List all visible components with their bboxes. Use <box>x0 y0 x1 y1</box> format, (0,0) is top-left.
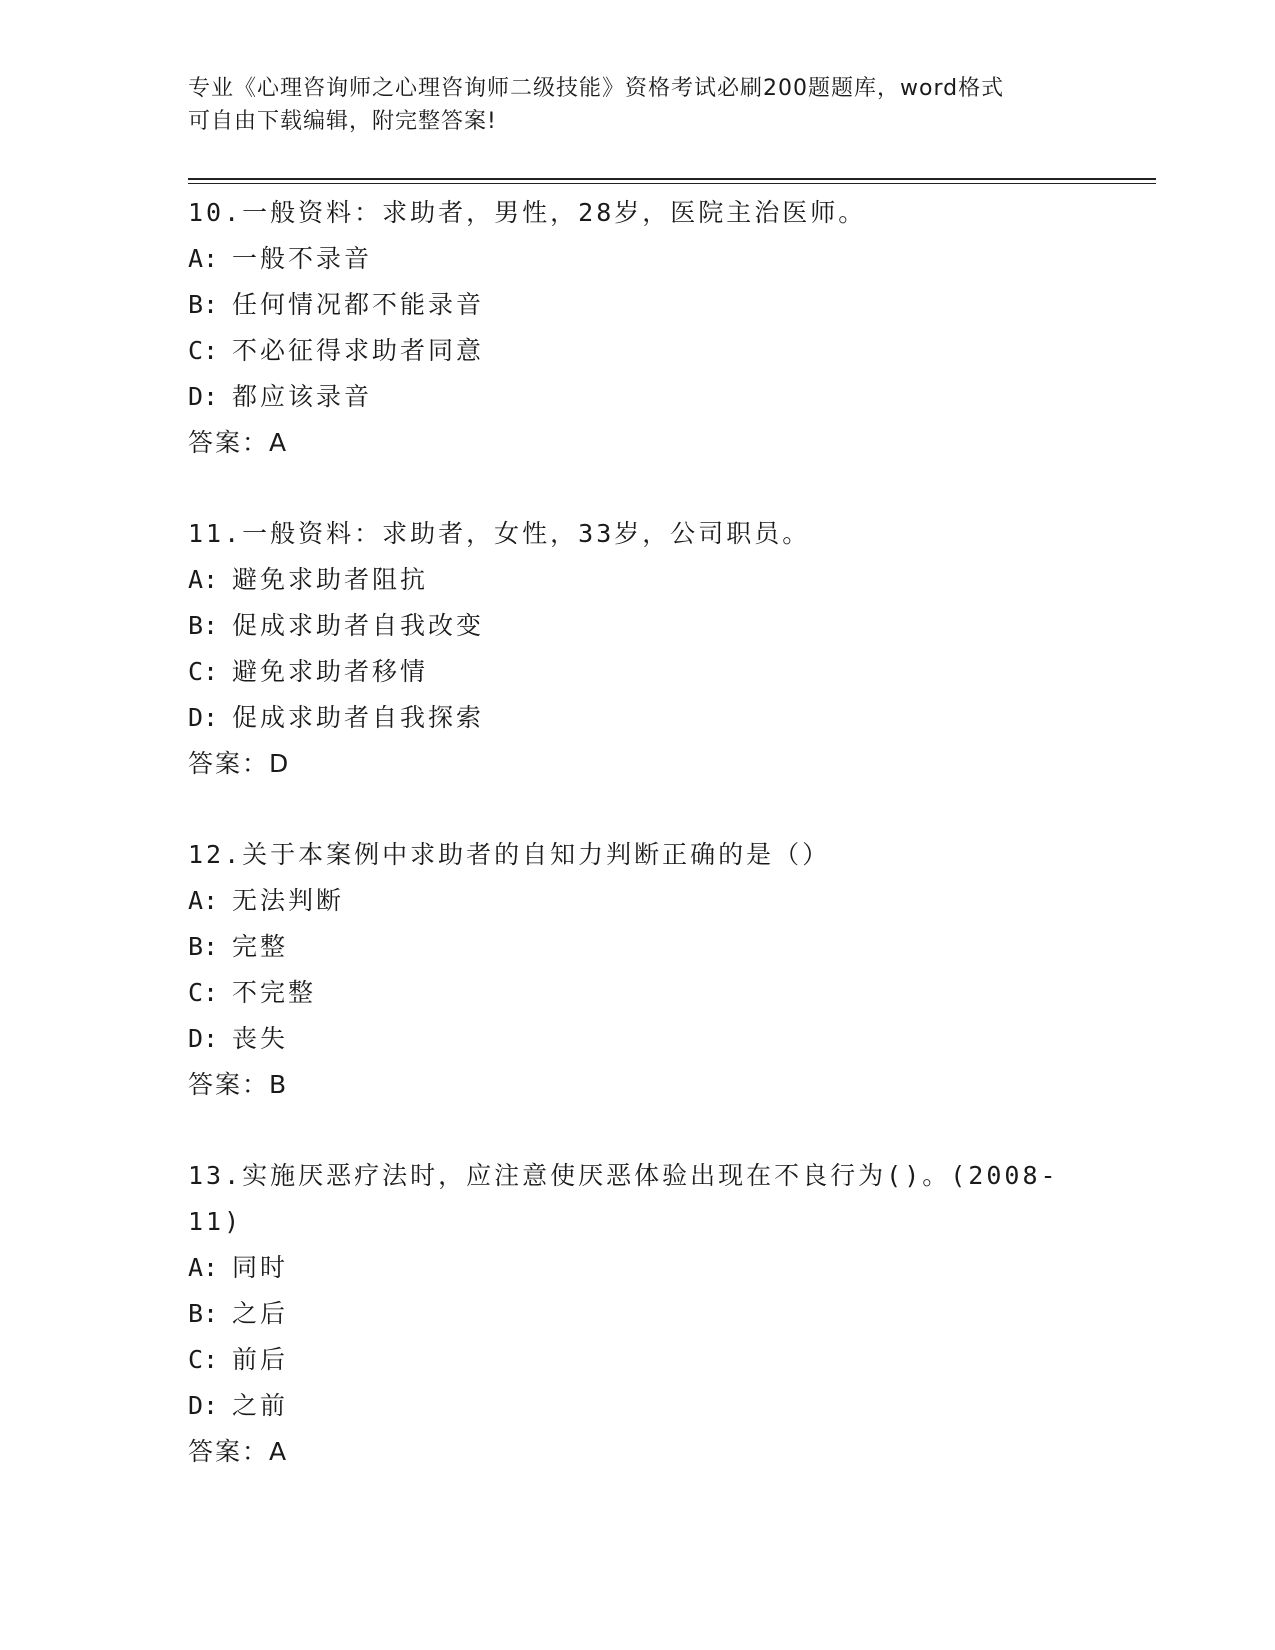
header-divider-thick <box>188 178 1156 180</box>
option-b <box>188 1291 1088 1337</box>
question-stem-line-1: 13.实施厌恶疗法时，应注意使厌恶体验出现在不良行为()。(2008- <box>188 1161 1059 1190</box>
option-key: C: <box>188 1345 219 1374</box>
option-text: 促成求助者自我探索 <box>232 703 485 732</box>
question-13 <box>188 1153 1088 1475</box>
option-key: A: <box>188 565 219 594</box>
option-text: 都应该录音 <box>232 382 373 411</box>
option-key: A: <box>188 886 219 915</box>
question-12 <box>188 832 1088 1108</box>
option-key: D: <box>188 703 219 732</box>
question-list <box>188 190 1088 1520</box>
option-key: B: <box>188 1299 219 1328</box>
option-d <box>188 374 1088 420</box>
option-d <box>188 1383 1088 1429</box>
option-text: 避免求助者移情 <box>232 657 429 686</box>
option-key: B: <box>188 932 219 961</box>
option-text: 任何情况都不能录音 <box>232 290 485 319</box>
option-a <box>188 1245 1088 1291</box>
option-text: 不完整 <box>232 978 317 1007</box>
option-text: 前后 <box>232 1345 289 1374</box>
option-text: 完整 <box>232 932 289 961</box>
header-divider-thin <box>188 183 1156 184</box>
option-text: 促成求助者自我改变 <box>232 611 485 640</box>
option-d <box>188 1016 1088 1062</box>
option-a <box>188 878 1088 924</box>
option-key: B: <box>188 290 219 319</box>
option-key: C: <box>188 978 219 1007</box>
option-d <box>188 695 1088 741</box>
header-line-1: 专业《心理咨询师之心理咨询师二级技能》资格考试必刷200题题库，word格式 <box>188 76 1005 101</box>
option-key: C: <box>188 336 219 365</box>
option-key: C: <box>188 657 219 686</box>
answer-line: 答案：A <box>188 1437 289 1466</box>
option-text: 不必征得求助者同意 <box>232 336 485 365</box>
option-text: 之前 <box>232 1391 289 1420</box>
question-stem: 10.一般资料：求助者，男性，28岁，医院主治医师。 <box>188 198 867 227</box>
option-c <box>188 649 1088 695</box>
option-key: A: <box>188 244 219 273</box>
option-c <box>188 970 1088 1016</box>
option-key: A: <box>188 1253 219 1282</box>
option-b <box>188 603 1088 649</box>
answer-line: 答案：D <box>188 749 291 778</box>
option-text: 丧失 <box>232 1024 289 1053</box>
document-header <box>188 72 1068 138</box>
option-a <box>188 557 1088 603</box>
question-stem: 11.一般资料：求助者，女性，33岁，公司职员。 <box>188 519 811 548</box>
answer-line: 答案：B <box>188 1070 289 1099</box>
option-text: 同时 <box>232 1253 289 1282</box>
option-a <box>188 236 1088 282</box>
option-b <box>188 924 1088 970</box>
option-c <box>188 1337 1088 1383</box>
option-c <box>188 328 1088 374</box>
option-b <box>188 282 1088 328</box>
option-text: 一般不录音 <box>232 244 373 273</box>
header-line-2: 可自由下载编辑，附完整答案! <box>188 109 497 134</box>
option-text: 之后 <box>232 1299 289 1328</box>
option-text: 无法判断 <box>232 886 345 915</box>
option-key: B: <box>188 611 219 640</box>
option-key: D: <box>188 382 219 411</box>
option-key: D: <box>188 1391 219 1420</box>
question-stem: 12.关于本案例中求助者的自知力判断正确的是（） <box>188 840 831 869</box>
question-stem-line-2: 11) <box>188 1207 243 1236</box>
option-text: 避免求助者阻抗 <box>232 565 429 594</box>
question-11 <box>188 511 1088 787</box>
question-10 <box>188 190 1088 466</box>
answer-line: 答案：A <box>188 428 289 457</box>
option-key: D: <box>188 1024 219 1053</box>
